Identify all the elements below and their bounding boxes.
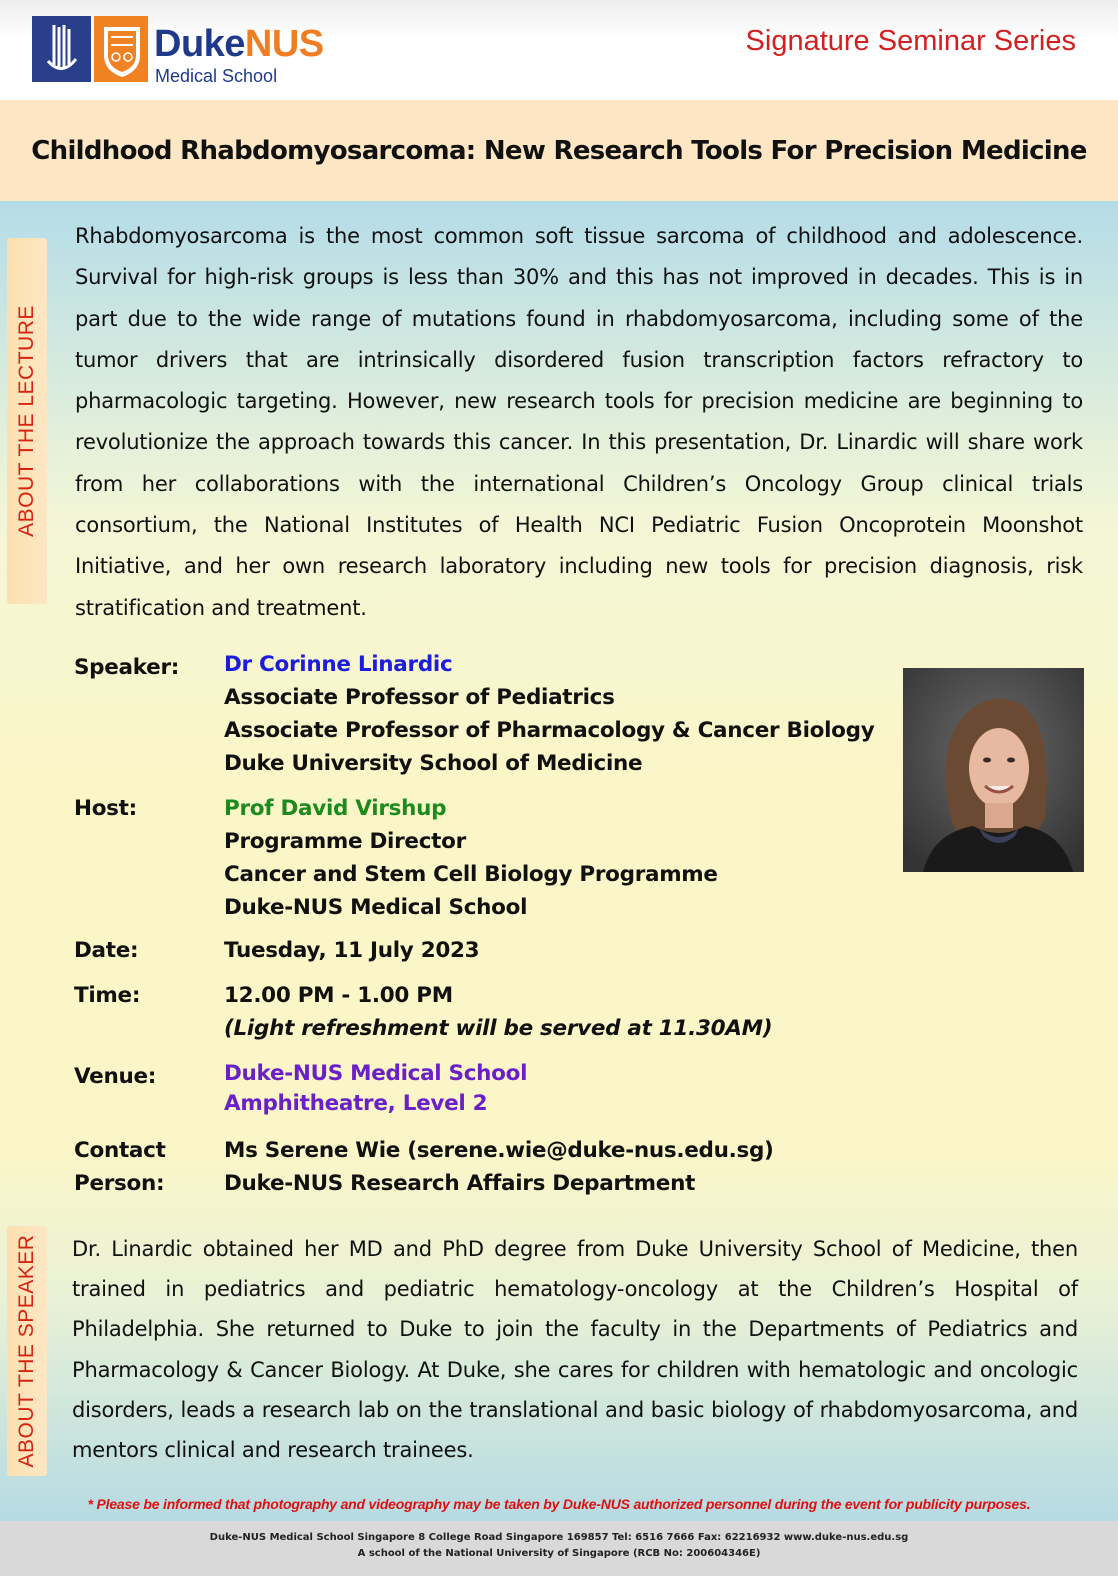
host-title-1: Programme Director bbox=[224, 829, 466, 854]
date-value: Tuesday, 11 July 2023 bbox=[224, 938, 480, 963]
time-value: 12.00 PM - 1.00 PM bbox=[224, 983, 453, 1008]
speaker-label: Speaker: bbox=[74, 655, 180, 680]
about-speaker-text: Dr. Linardic obtained her MD and PhD degree from Duke University School of Medicine, then trained in pediatrics and pediatric hematology-oncology at the Children’s Hospital of Philadelphia. She returned to Duke to join the faculty in the Departments of Pediatrics and Pharmacology & Cancer Biology. At Duke, she cares for children with hematologic and oncologic disorders, leads a research lab on the translational and basic biology of rhabdomyosarcoma, and mentors clinical and research trainees. bbox=[72, 1237, 1078, 1463]
host-title-2: Cancer and Stem Cell Biology Programme bbox=[224, 862, 718, 887]
host-label: Host: bbox=[74, 796, 137, 821]
speaker-photo bbox=[903, 668, 1084, 872]
date-label: Date: bbox=[74, 938, 139, 963]
time-note: (Light refreshment will be served at 11.30AM) bbox=[224, 1016, 773, 1041]
about-speaker-tab bbox=[7, 1226, 47, 1476]
about-lecture-text: Rhabdomyosarcoma is the most common soft tissue sarcoma of childhood and adolescence. Survival for high-risk groups is less than 30% and this has not improved in decades. This is in part due to the wide range of mutations found in rhabdomyosarcoma, including some of the tumor drivers that are intrinsically disordered fusion transcription factors refractory to pharmacologic targeting. However, new research tools for precision medicine are beginning to revolutionize the approach towards this cancer. In this presentation, Dr. Linardic will share work from her collaborations with the international Children’s Oncology Group clinical trials consortium, the National Institutes of Health NCI Pediatric Fusion Oncoprotein Moonshot Initiative, and her own research laboratory including new tools for precision diagnosis, risk stratification and treatment. bbox=[75, 224, 1083, 620]
speaker-name: Dr Corinne Linardic bbox=[224, 652, 453, 677]
about-lecture-tab bbox=[7, 238, 47, 604]
speaker-title-2: Associate Professor of Pharmacology & Cancer Biology bbox=[224, 718, 875, 743]
footer-registration: A school of the National University of Singapore (RCB No: 200604346E) bbox=[357, 1548, 761, 1559]
footer bbox=[0, 1521, 1118, 1576]
logo-duke-text: Duke bbox=[154, 23, 245, 65]
duke-nus-logo[interactable] bbox=[32, 15, 337, 85]
contact-label-1: Contact bbox=[74, 1138, 166, 1163]
lecture-title: Childhood Rhabdomyosarcoma: New Research Tools For Precision Medicine bbox=[31, 136, 1087, 166]
venue-line-2: Amphitheatre, Level 2 bbox=[224, 1091, 488, 1116]
logo-emblem-icon bbox=[32, 15, 152, 85]
logo-subtitle: Medical School bbox=[155, 66, 278, 86]
speaker-affiliation: Duke University School of Medicine bbox=[224, 751, 643, 776]
time-label: Time: bbox=[74, 983, 141, 1008]
speaker-title-1: Associate Professor of Pediatrics bbox=[224, 685, 615, 710]
host-name: Prof David Virshup bbox=[224, 796, 447, 821]
host-affiliation: Duke-NUS Medical School bbox=[224, 895, 528, 920]
logo-nus-text: NUS bbox=[244, 23, 324, 65]
venue-line-1: Duke-NUS Medical School bbox=[224, 1061, 528, 1086]
photography-disclaimer: * Please be informed that photography and videography may be taken by Duke-NUS authorized personnel during the event for publicity purposes. bbox=[87, 1496, 1031, 1512]
venue-label: Venue: bbox=[74, 1064, 157, 1089]
footer-address: Duke-NUS Medical School Singapore 8 College Road Singapore 169857 Tel: 6516 7666 Fax: 62216932 www.duke-nus.edu.sg bbox=[209, 1532, 909, 1543]
contact-email-line[interactable]: Ms Serene Wie (serene.wie@duke-nus.edu.sg) bbox=[224, 1138, 774, 1163]
series-title: Signature Seminar Series bbox=[745, 25, 1076, 57]
header bbox=[0, 0, 1118, 100]
contact-label-2: Person: bbox=[74, 1171, 165, 1196]
about-lecture-tab-label: ABOUT THE LECTURE bbox=[15, 305, 38, 537]
about-speaker-tab-label: ABOUT THE SPEAKER bbox=[15, 1234, 38, 1468]
title-band bbox=[0, 100, 1118, 201]
contact-department: Duke-NUS Research Affairs Department bbox=[224, 1171, 696, 1196]
logo-brand bbox=[154, 24, 324, 64]
